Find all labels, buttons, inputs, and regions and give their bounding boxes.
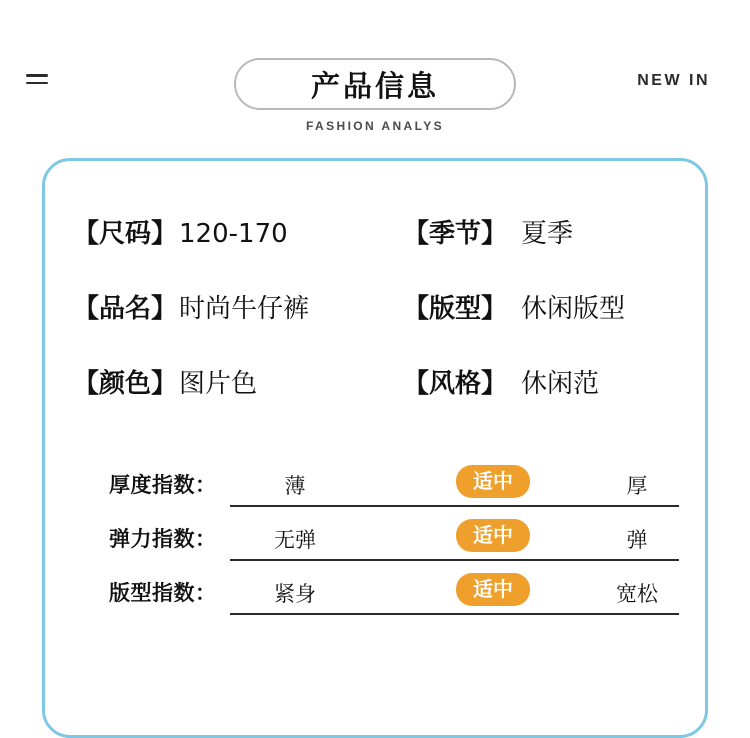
info-cell-size xyxy=(73,213,403,250)
page-subtitle: FASHION ANALYS xyxy=(305,119,445,133)
index-row-fit xyxy=(75,569,689,621)
index-option-high: 弹 xyxy=(626,528,648,552)
index-option-high: 厚 xyxy=(626,474,648,498)
info-label: 【颜色】 xyxy=(73,369,178,399)
page-header xyxy=(0,0,750,150)
info-value: 休闲范 xyxy=(521,369,600,399)
info-row xyxy=(73,288,683,325)
info-row xyxy=(73,213,683,250)
index-row-elasticity xyxy=(75,515,689,567)
index-label: 弹力指数： xyxy=(109,527,217,551)
info-label: 【尺码】 xyxy=(73,219,178,249)
index-option-low: 紧身 xyxy=(274,582,316,606)
info-cell-product-name xyxy=(73,288,403,325)
index-track xyxy=(230,613,679,615)
info-label: 【版型】 xyxy=(403,294,508,324)
index-track xyxy=(230,505,679,507)
menu-bar-1 xyxy=(26,74,48,77)
index-label: 厚度指数： xyxy=(109,473,217,497)
index-option-selected: 适中 xyxy=(456,519,530,552)
index-option-selected: 适中 xyxy=(456,573,530,606)
page-title-pill xyxy=(234,58,516,110)
info-label: 【季节】 xyxy=(403,219,508,249)
info-value: 120-170 xyxy=(179,219,288,249)
index-row-thickness xyxy=(75,461,689,513)
info-cell-season xyxy=(403,213,573,250)
info-row xyxy=(73,363,683,400)
product-info-card xyxy=(42,158,708,738)
hamburger-menu-icon[interactable] xyxy=(26,74,48,84)
index-section xyxy=(75,461,689,623)
product-info-grid xyxy=(73,213,683,400)
info-value: 休闲版型 xyxy=(521,294,626,324)
info-label: 【品名】 xyxy=(73,294,178,324)
info-cell-fit xyxy=(403,288,625,325)
new-in-label: NEW IN xyxy=(637,72,710,89)
index-option-low: 无弹 xyxy=(274,528,316,552)
page-title: 产品信息 xyxy=(310,68,439,103)
info-label: 【风格】 xyxy=(403,369,508,399)
index-label: 版型指数： xyxy=(109,581,217,605)
index-option-high: 宽松 xyxy=(616,582,658,606)
info-value: 夏季 xyxy=(521,219,574,249)
info-value: 时尚牛仔裤 xyxy=(179,294,310,324)
index-track xyxy=(230,559,679,561)
info-cell-color xyxy=(73,363,403,400)
index-option-selected: 适中 xyxy=(456,465,530,498)
info-cell-style xyxy=(403,363,599,400)
menu-bar-2 xyxy=(26,82,48,85)
index-option-low: 薄 xyxy=(284,474,306,498)
info-value: 图片色 xyxy=(179,369,258,399)
